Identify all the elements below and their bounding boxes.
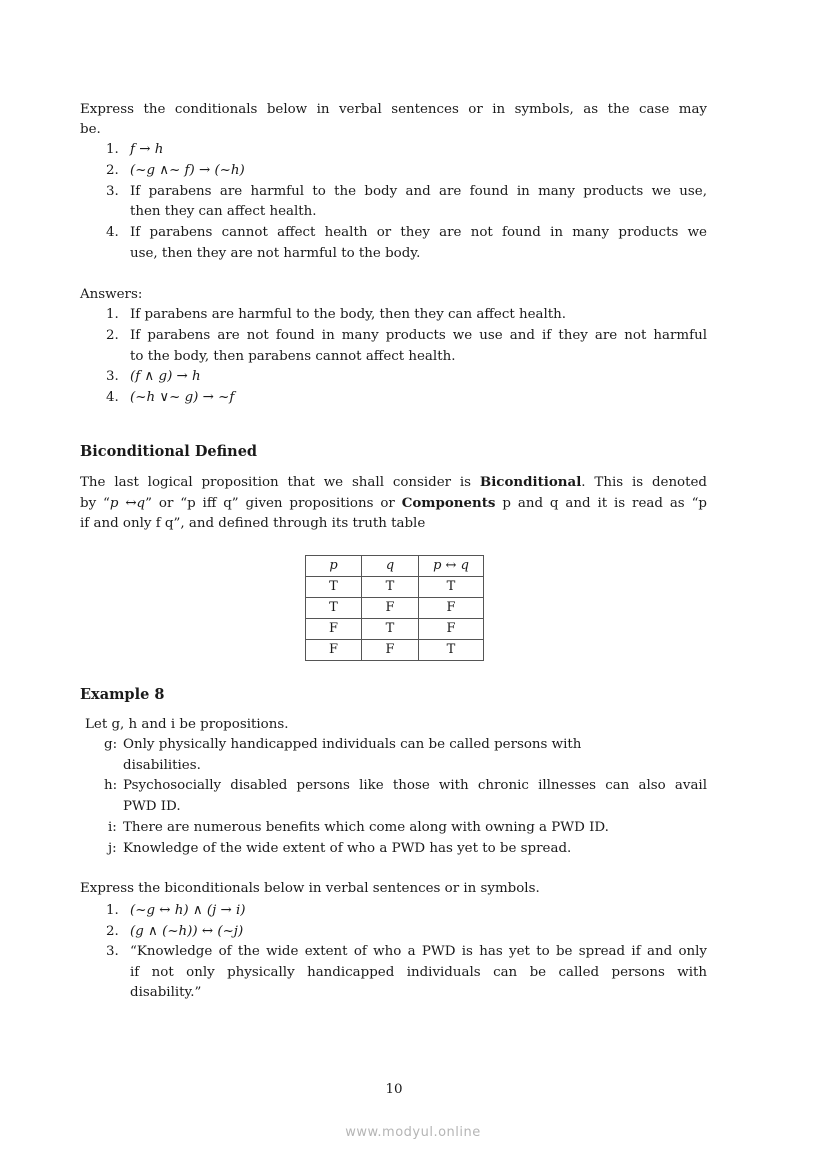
list-item: f → h	[130, 142, 164, 157]
list-number: 1.	[106, 307, 119, 322]
table-header-row	[306, 556, 484, 577]
list-number: 2.	[106, 328, 119, 343]
prop-label: i:	[108, 820, 117, 835]
list-number: 4.	[106, 390, 119, 405]
page-number: 10	[385, 1082, 403, 1097]
text: by “	[80, 496, 110, 511]
table-cell: F	[419, 619, 484, 640]
table-row	[306, 640, 484, 661]
text: ” or “p iff q” given propositions or	[145, 496, 402, 511]
bold-term: Biconditional	[479, 474, 582, 490]
example-intro: Let g, h and i be propositions.	[85, 717, 289, 732]
table-row	[306, 619, 484, 640]
answers-label: Answers:	[80, 287, 143, 302]
prop-label: g:	[104, 737, 118, 752]
answer-item: If parabens are not found in many products we use and if they are not harmful	[130, 328, 707, 343]
bold-term: Components	[401, 495, 496, 511]
prop-label: j:	[108, 841, 117, 856]
list-item: If parabens cannot affect health or they are not found in many products we	[130, 225, 707, 240]
table-cell: T	[419, 577, 484, 598]
header-cell: q	[362, 556, 419, 577]
list-number: 1.	[106, 142, 119, 157]
answer-item: (~h ∨~ g) → ~f	[130, 390, 235, 405]
list-number: 3.	[106, 944, 119, 959]
watermark: www.modyul.online	[345, 1125, 481, 1140]
text: . This is denoted	[581, 475, 708, 490]
list-item: If parabens are harmful to the body and are found in many products we use,	[130, 184, 707, 199]
list-item-cont: then they can affect health.	[130, 204, 317, 219]
answer-item-cont: to the body, then parabens cannot affect health.	[130, 349, 456, 364]
table-row	[306, 577, 484, 598]
table-row	[306, 598, 484, 619]
prop-label: h:	[104, 778, 118, 793]
prop-text: There are numerous benefits which come along with owning a PWD ID.	[123, 820, 609, 835]
section-heading: Biconditional Defined	[80, 443, 258, 460]
symbol: p ↔q	[109, 496, 146, 511]
table-cell: F	[362, 640, 419, 661]
list-item: (~g ↔ h) ∧ (j → i)	[130, 903, 246, 918]
prop-text: Psychosocially disabled persons like those with chronic illnesses can also avail	[123, 778, 707, 793]
table-cell: T	[362, 577, 419, 598]
list-item: “Knowledge of the wide extent of who a PWD is has yet to be spread if and only	[130, 944, 707, 959]
paragraph-line: if and only f q”, and defined through its truth table	[80, 516, 426, 531]
table-cell: F	[419, 598, 484, 619]
table-cell: T	[306, 577, 362, 598]
header-cell: p	[306, 556, 362, 577]
list-number: 3.	[106, 184, 119, 199]
intro-line: Express the conditionals below in verbal sentences or in symbols, as the case may	[80, 102, 707, 117]
answer-item: (f ∧ g) → h	[130, 369, 201, 384]
list-number: 3.	[106, 369, 119, 384]
truth-table	[305, 555, 484, 661]
prop-text: Knowledge of the wide extent of who a PWD has yet to be spread.	[123, 841, 572, 856]
list-number: 1.	[106, 903, 119, 918]
prop-text-cont: disabilities.	[123, 758, 201, 773]
list-number: 2.	[106, 163, 119, 178]
list-item: (~g ∧~ f) → (~h)	[130, 163, 245, 178]
list-item: (g ∧ (~h)) ↔ (~j)	[130, 924, 244, 939]
table-cell: T	[419, 640, 484, 661]
list-item-cont: if not only physically handicapped individuals can be called persons with	[130, 965, 707, 980]
table-cell: T	[362, 619, 419, 640]
list-number: 2.	[106, 924, 119, 939]
prop-text-cont: PWD ID.	[123, 799, 181, 814]
text: p and q and it is read as “p	[495, 496, 707, 511]
table-cell: T	[306, 598, 362, 619]
answer-item: If parabens are harmful to the body, then they can affect health.	[130, 307, 567, 322]
table-cell: F	[306, 640, 362, 661]
table-cell: F	[362, 598, 419, 619]
table-cell: F	[306, 619, 362, 640]
paragraph-line	[80, 493, 707, 513]
header-cell: p ↔ q	[419, 556, 484, 577]
list-item-cont: disability.”	[130, 985, 202, 1000]
intro-line: be.	[80, 122, 101, 137]
prop-text: Only physically handicapped individuals can be called persons with	[123, 737, 582, 752]
list-number: 4.	[106, 225, 119, 240]
example-heading: Example 8	[80, 686, 165, 703]
task-text: Express the biconditionals below in verbal sentences or in symbols.	[80, 881, 540, 896]
paragraph-line	[80, 472, 707, 492]
text: The last logical proposition that we shall consider is	[80, 475, 480, 490]
list-item-cont: use, then they are not harmful to the body.	[130, 246, 421, 261]
